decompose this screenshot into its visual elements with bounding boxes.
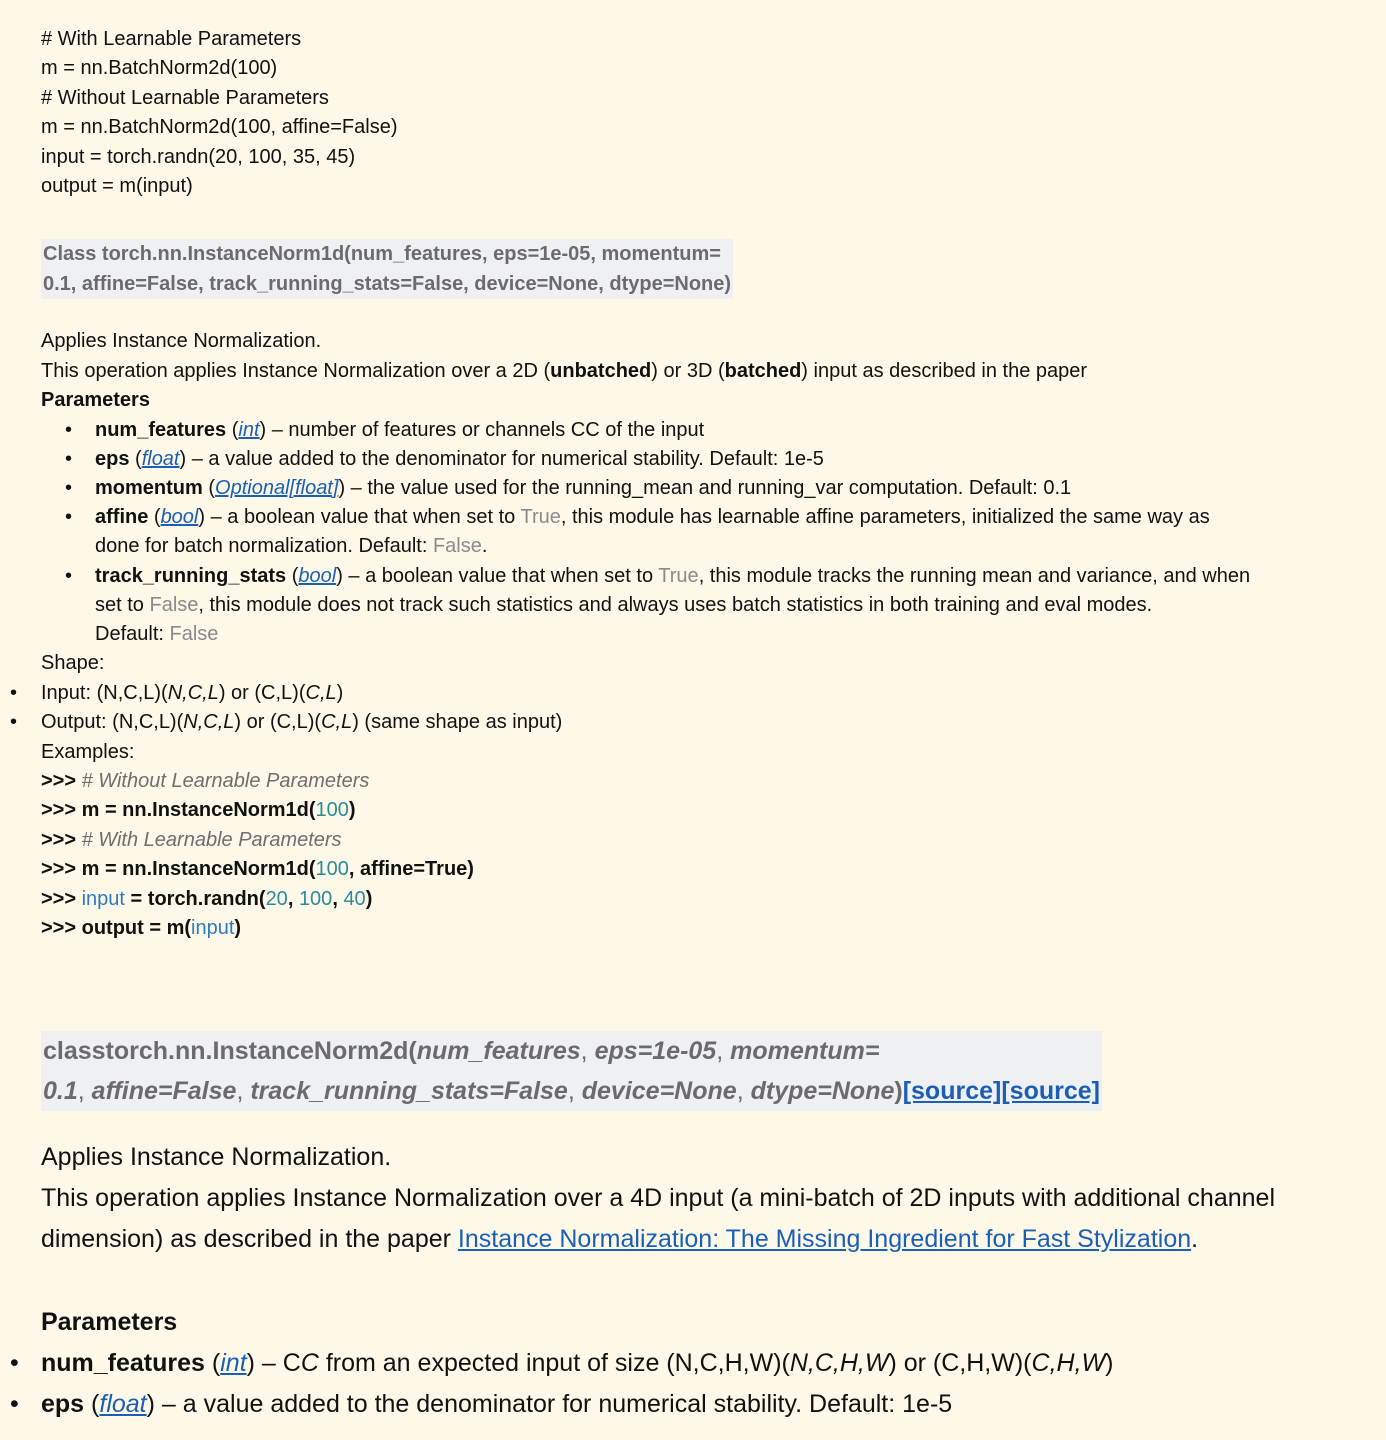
- code-line: output = m(input): [41, 175, 193, 198]
- code-line: >>> input = torch.randn(20, 100, 40): [41, 887, 373, 910]
- description-line: Applies Instance Normalization.: [41, 1143, 392, 1172]
- list-item: • num_features (int) – CC from an expected input of size (N,C,H,W)(N,C,H,W) or (C,H,W)(C,H,W): [41, 1343, 1386, 1384]
- parameters-list: [41, 416, 1386, 650]
- shape-list: [41, 679, 1386, 738]
- list-item: • num_features (int) – number of features or channels CC of the input: [95, 416, 1386, 445]
- list-item: • Output: (N,C,L)(N,C,L) or (C,L)(C,L) (same shape as input): [41, 708, 1386, 737]
- description-line: This operation applies Instance Normalization over a 2D (unbatched) or 3D (batched) input as described in the paper: [41, 359, 1088, 382]
- code-line: input = torch.randn(20, 100, 35, 45): [41, 145, 356, 168]
- paper-link[interactable]: Instance Normalization: The Missing Ingredient for Fast Stylization: [457, 1225, 1192, 1254]
- signature-line: 0.1, affine=False, track_running_stats=False, device=None, dtype=None): [43, 273, 732, 296]
- code-line: # Without Learnable Parameters: [41, 86, 329, 109]
- description-line: This operation applies Instance Normalization over a 4D input (a mini-batch of 2D inputs with additional channel: [41, 1184, 1276, 1213]
- list-item: • track_running_stats (bool) – a boolean value that when set to True, this module tracks the running mean and variance, and when set to False, this module does not track such statistics and always uses batch statistics in both training and eval modes. Default: False: [95, 562, 1386, 650]
- code-line: >>> # Without Learnable Parameters: [41, 769, 370, 792]
- batchnorm-code-block: [41, 0, 1386, 201]
- instancenorm1d-signature: [41, 239, 733, 299]
- type-link-int[interactable]: int: [220, 1349, 247, 1378]
- code-line: >>> output = m(input): [41, 916, 242, 939]
- signature-line: 0.1, affine=False, track_running_stats=False, device=None, dtype=None)[source][source]: [43, 1077, 1100, 1106]
- code-line: # With Learnable Parameters: [41, 28, 302, 50]
- code-line: m = nn.BatchNorm2d(100, affine=False): [41, 116, 398, 139]
- list-item: • affine (bool) – a boolean value that when set to True, this module has learnable affine parameters, initialized the same way as done for batch normalization. Default: False.: [95, 503, 1386, 561]
- type-link-bool[interactable]: bool: [298, 564, 337, 587]
- signature-line: classtorch.nn.InstanceNorm2d(num_features, eps=1e-05, momentum=: [43, 1037, 880, 1066]
- type-link-bool[interactable]: bool: [160, 506, 199, 529]
- shape-heading: Shape:: [41, 652, 105, 675]
- code-line: >>> m = nn.InstanceNorm1d(100): [41, 799, 356, 822]
- code-line: >>> # With Learnable Parameters: [41, 828, 342, 851]
- description-line: dimension) as described in the paper Instance Normalization: The Missing Ingredient for Fast Stylization.: [41, 1225, 1199, 1254]
- source-link[interactable]: [source]: [902, 1077, 1002, 1106]
- instancenorm2d-description: [41, 1137, 1386, 1260]
- list-item: • eps (float) – a value added to the denominator for numerical stability. Default: 1e-5: [41, 1384, 1386, 1425]
- code-line: >>> m = nn.InstanceNorm1d(100, affine=True): [41, 858, 474, 881]
- parameters-heading: Parameters: [41, 1308, 178, 1337]
- type-link-optional-float[interactable]: Optional[float]: [215, 477, 339, 500]
- type-link-float[interactable]: float: [99, 1390, 147, 1419]
- instancenorm2d-signature: [41, 1031, 1102, 1111]
- list-item: • momentum (Optional[float]) – the value used for the running_mean and running_var computation. Default: 0.1: [95, 474, 1386, 503]
- source-link[interactable]: [source]: [1001, 1077, 1100, 1106]
- parameters-heading: Parameters: [41, 389, 150, 412]
- examples-heading: Examples:: [41, 740, 135, 763]
- type-link-int[interactable]: int: [238, 418, 260, 441]
- parameters-list: [41, 1343, 1386, 1425]
- instancenorm1d-description: [41, 327, 1386, 386]
- list-item: • eps (float) – a value added to the denominator for numerical stability. Default: 1e-5: [95, 445, 1386, 474]
- list-item: • Input: (N,C,L)(N,C,L) or (C,L)(C,L): [41, 679, 1386, 708]
- examples-code-block: [41, 767, 1386, 943]
- code-line: m = nn.BatchNorm2d(100): [41, 57, 278, 80]
- type-link-float[interactable]: float: [141, 447, 180, 470]
- signature-line: Class torch.nn.InstanceNorm1d(num_features, eps=1e-05, momentum=: [43, 243, 721, 266]
- description-line: Applies Instance Normalization.: [41, 330, 322, 353]
